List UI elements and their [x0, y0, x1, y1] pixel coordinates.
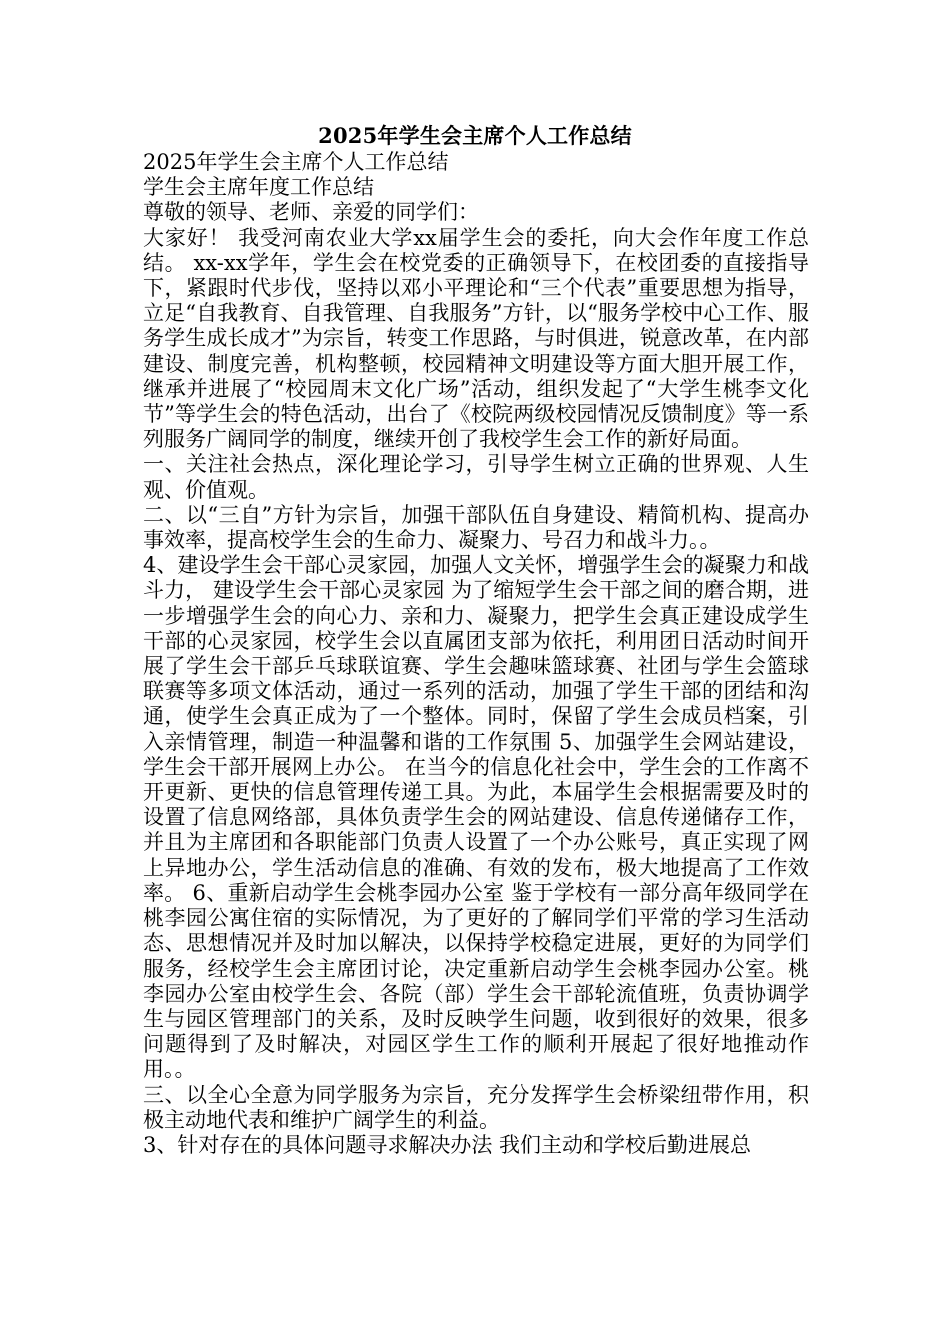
paragraph-subtitle: 学生会主席年度工作总结	[143, 175, 374, 200]
paragraph-section-one: 一、关注社会热点，深化理论学习，引导学生树立正确的世界观、人生观、价值观。	[143, 452, 809, 502]
paragraph-item-four: 4、建设学生会干部心灵家园，加强人文关怀，增强学生会的凝聚力和战斗力， 建设学生会干部心灵家园 为了缩短学生会干部之间的磨合期，进一步增强学生会的向心力、亲和力、凝聚力，把学生会真正建设成学生干部的心灵家园，校学生会以直属团支部为依托，利用团日活动时间开展了学生会干部乒乓球联谊赛、学生会趣味篮球赛、社团与学生会篮球联赛等多项文体活动，通过一系列的活动，加强了学生干部的团结和沟通，使学生会真正成为了一个整体。同时，保留了学生会成员档案，引入亲情管理，制造一种温馨和谐的工作氛围 5、加强学生会网站建设，学生会干部开展网上办公。 在当今的信息化社会中，学生会的工作离不开更新、更快的信息管理传递工具。为此，本届学生会根据需要及时的设置了信息网络部，具体负责学生会的网站建设、信息传递储存工作，并且为主席团和各职能部门负责人设置了一个办公账号，真正实现了网上异地办公，学生活动信息的准确、有效的发布，极大地提高了工作效率。 6、重新启动学生会桃李园办公室 鉴于学校有一部分高年级同学在桃李园公寓住宿的实际情况，为了更好的了解同学们平常的学习生活动态、思想情况并及时加以解决，以保持学校稳定进展，更好的为同学们服务，经校学生会主席团讨论，决定重新启动学生会桃李园办公室。桃李园办公室由校学生会、各院（部）学生会干部轮流值班，负责协调学生与园区管理部门的关系，及时反映学生问题，收到很好的效果，很多问题得到了及时解决，对园区学生工作的顺利开展起了很好地推动作用。。	[143, 553, 809, 1082]
document-title: 2025年学生会主席个人工作总结	[318, 123, 632, 148]
document-body	[143, 150, 809, 1158]
paragraph-item-three: 3、针对存在的具体问题寻求解决办法 我们主动和学校后勤进展总	[143, 1132, 752, 1157]
paragraph-salutation: 尊敬的领导、老师、亲爱的同学们：	[143, 200, 479, 225]
paragraph-section-three: 三、以全心全意为同学服务为宗旨，充分发挥学生会桥梁纽带作用，积极主动地代表和维护广阔学生的利益。	[143, 1082, 809, 1132]
paragraph-section-two: 二、以“三自”方针为宗旨，加强干部队伍自身建设、精简机构、提高办事效率，提高校学生会的生命力、凝聚力、号召力和战斗力。。	[143, 502, 809, 553]
paragraph-heading-repeat: 2025年学生会主席个人工作总结	[143, 150, 449, 174]
paragraph-intro: 大家好！ 我受河南农业大学xx届学生会的委托，向大会作年度工作总结。 xx-xx学年，学生会在校党委的正确领导下，在校团委的直接指导下，紧跟时代步伐，坚持以邓小平理论和“三个代表”重要思想为指导，立足“自我教育、自我管理、自我服务”方针，以“服务学校中心工作、服务学生成长成才”为宗旨，转变工作思路，与时俱进，锐意改革，在内部建设、制度完善，机构整顿，校园精神文明建设等方面大胆开展工作，继承并进展了“校园周末文化广场”活动，组织发起了“大学生桃李文化节”等学生会的特色活动，出台了《校院两级校园情况反馈制度》等一系列服务广阔同学的制度，继续开创了我校学生会工作的新好局面。	[143, 225, 809, 452]
